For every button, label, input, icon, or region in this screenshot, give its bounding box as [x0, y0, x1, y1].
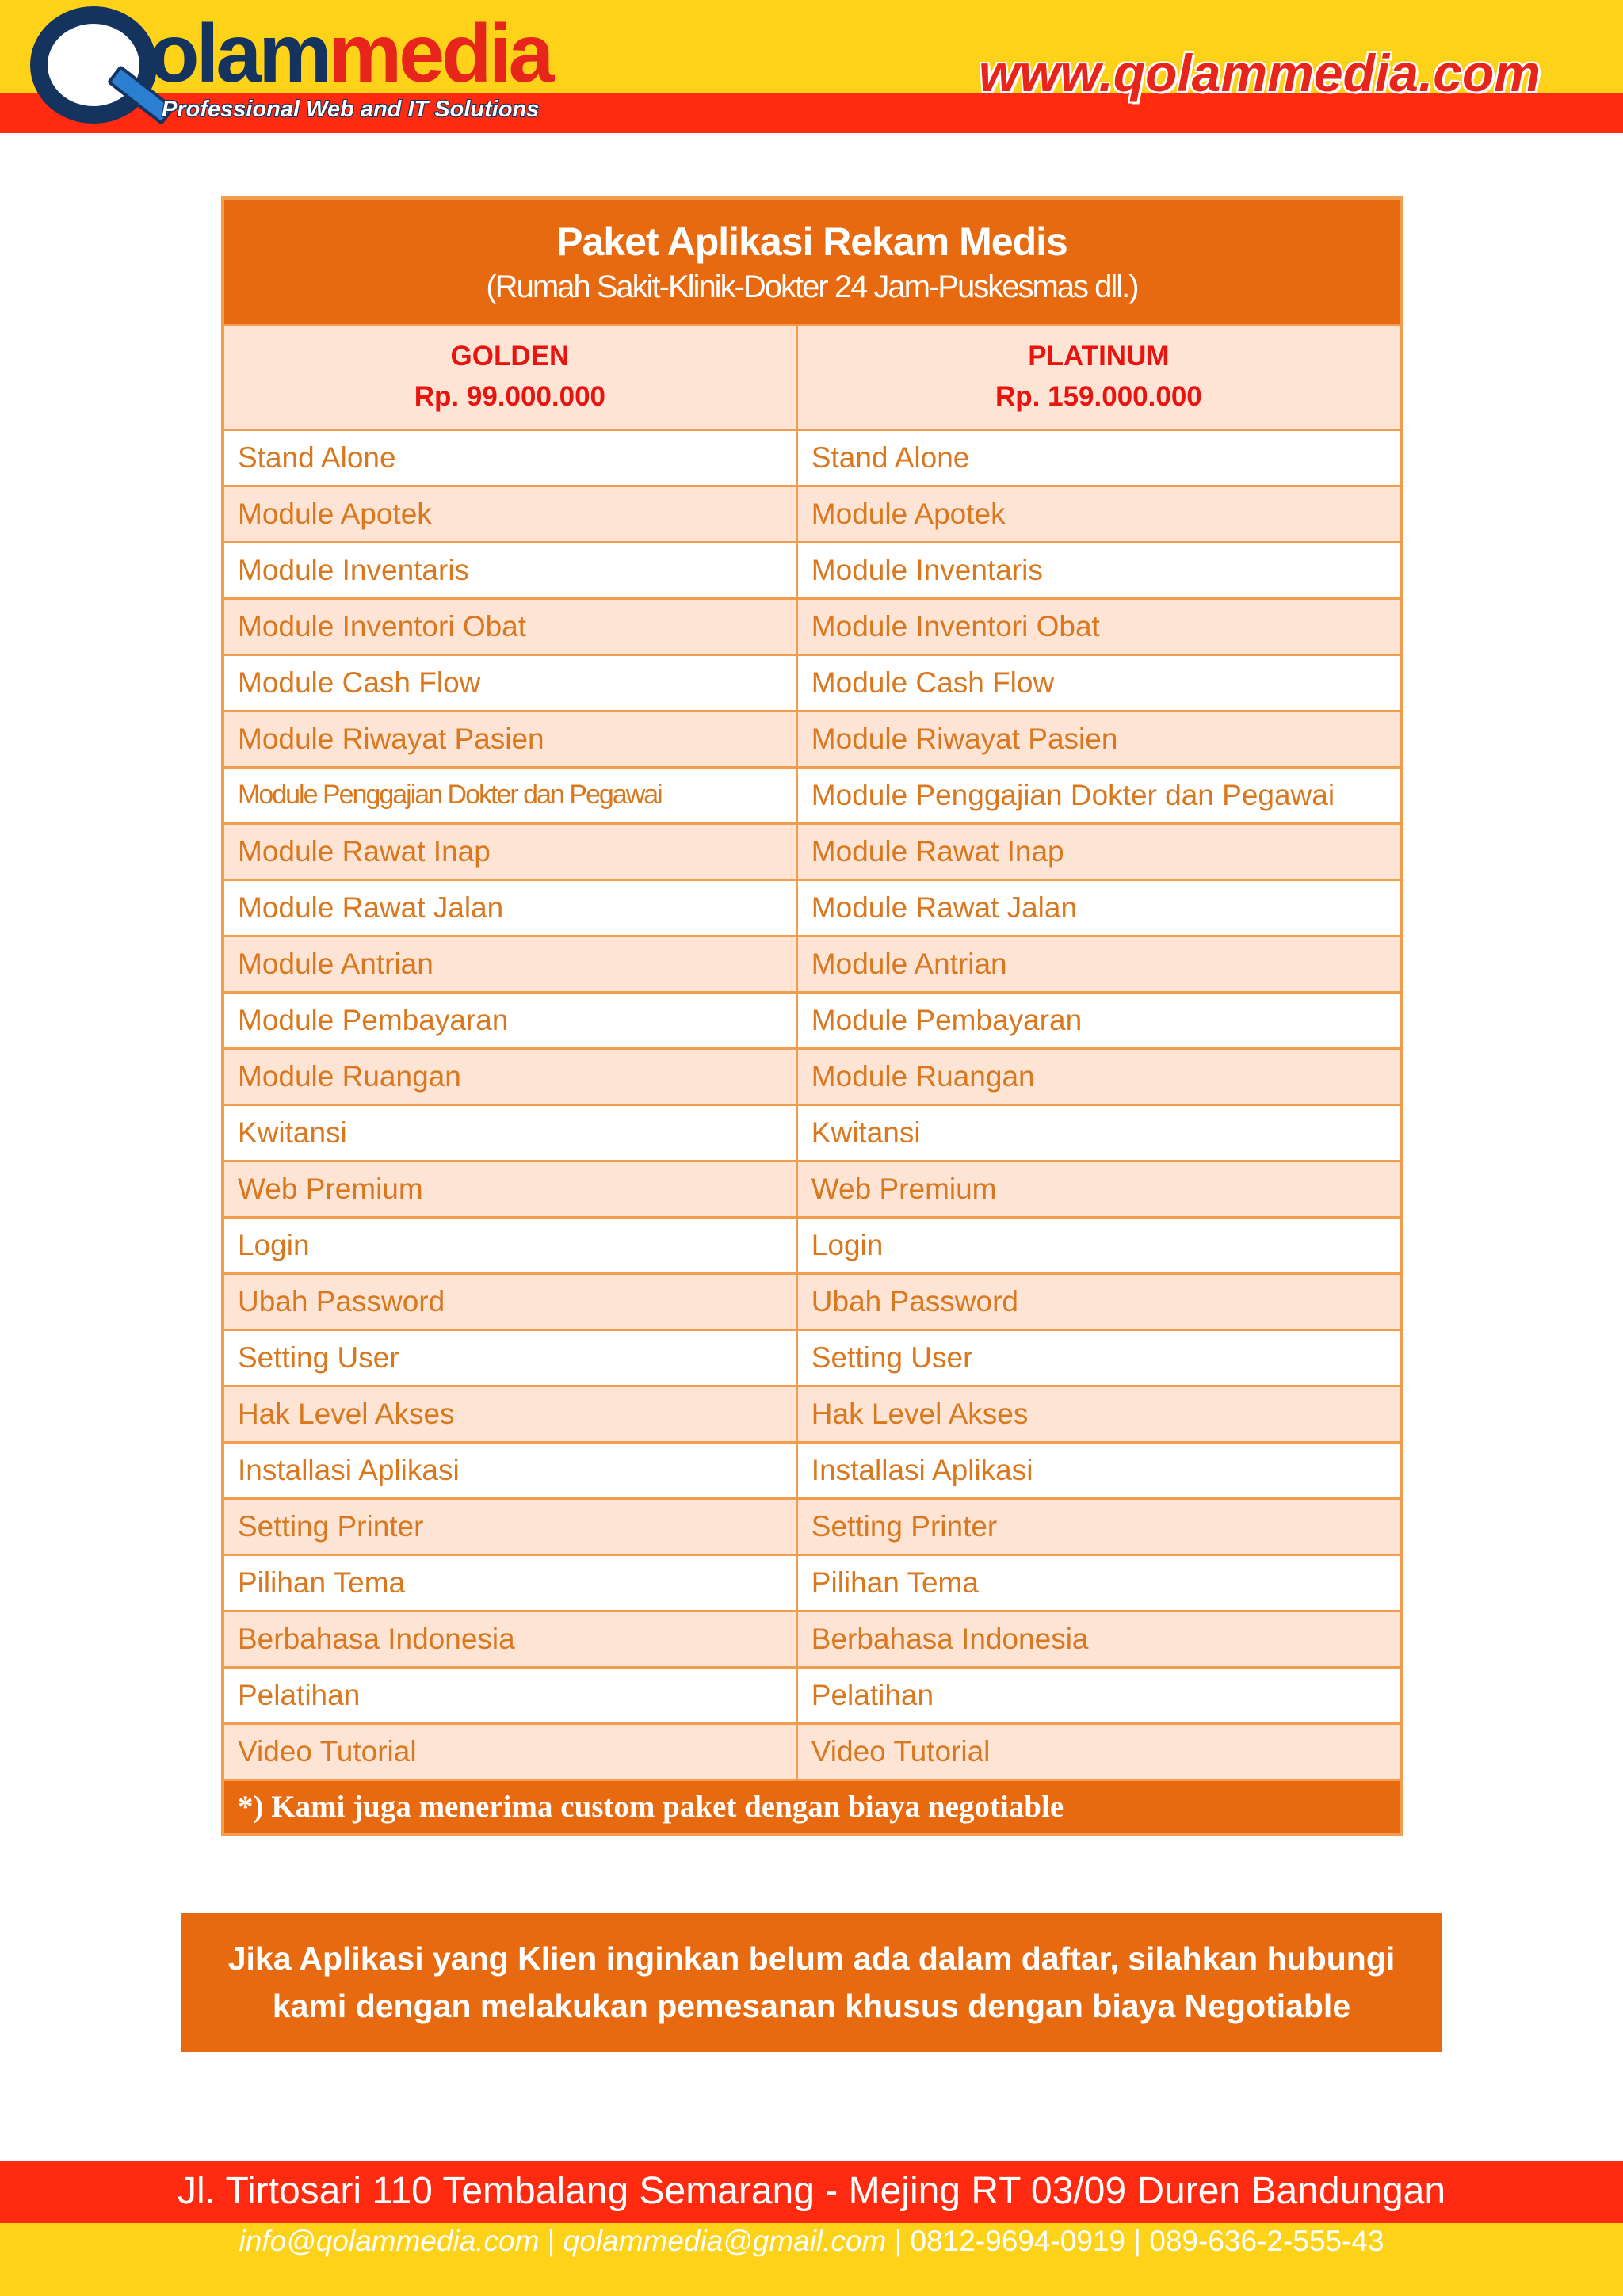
golden-feature: Pelatihan — [223, 1667, 796, 1723]
golden-feature: Pilihan Tema — [223, 1554, 796, 1611]
footer-email-info[interactable]: info@qolammedia.com — [239, 2225, 540, 2257]
table-row — [223, 1386, 1401, 1442]
table-row — [223, 1554, 1401, 1611]
table-row — [223, 936, 1401, 992]
footer-address: Jl. Tirtosari 110 Tembalang Semarang - Mejing RT 03/09 Duren Bandungan — [177, 2170, 1446, 2212]
golden-feature: Kwitansi — [223, 1104, 796, 1161]
table-title: Paket Aplikasi Rekam Medis — [556, 219, 1067, 264]
golden-feature: Module Inventori Obat — [223, 598, 796, 654]
table-row — [223, 1104, 1401, 1161]
footer-phone-1: 0812-9694-0919 — [910, 2225, 1126, 2257]
footer-contact-line — [0, 2225, 1623, 2258]
golden-feature: Login — [223, 1217, 796, 1273]
logo-media: media — [328, 8, 552, 100]
footer-separator: | — [539, 2225, 563, 2257]
table-row — [223, 1667, 1401, 1723]
golden-feature: Setting User — [223, 1329, 796, 1386]
plan-platinum-name: PLATINUM — [1028, 341, 1170, 372]
golden-feature: Module Antrian — [223, 936, 796, 992]
logo-wordmark — [149, 8, 552, 100]
table-row — [223, 542, 1401, 598]
golden-feature: Web Premium — [223, 1161, 796, 1217]
platinum-feature: Module Ruangan — [796, 1048, 1401, 1104]
platinum-feature: Login — [796, 1217, 1401, 1273]
logo-olam: olam — [149, 8, 329, 100]
table-row — [223, 711, 1401, 767]
golden-feature: Module Ruangan — [223, 1048, 796, 1104]
platinum-feature: Installasi Aplikasi — [796, 1442, 1401, 1498]
golden-feature: Module Penggajian Dokter dan Pegawai — [223, 767, 796, 823]
golden-feature: Hak Level Akses — [223, 1386, 796, 1442]
table-row — [223, 654, 1401, 711]
logo-tagline: Professional Web and IT Solutions — [162, 97, 540, 122]
table-row — [223, 992, 1401, 1048]
golden-feature: Ubah Password — [223, 1273, 796, 1329]
platinum-feature: Module Pembayaran — [796, 992, 1401, 1048]
table-row — [223, 486, 1401, 542]
table-title-cell — [223, 198, 1401, 325]
platinum-feature: Module Antrian — [796, 936, 1401, 992]
package-table — [221, 196, 1403, 1836]
golden-feature: Module Rawat Jalan — [223, 879, 796, 936]
platinum-feature: Stand Alone — [796, 429, 1401, 486]
table-row — [223, 1611, 1401, 1667]
website-url: www.qolammedia.com — [978, 44, 1541, 102]
golden-feature: Video Tutorial — [223, 1723, 796, 1779]
platinum-feature: Module Inventaris — [796, 542, 1401, 598]
platinum-feature: Kwitansi — [796, 1104, 1401, 1161]
platinum-feature: Pelatihan — [796, 1667, 1401, 1723]
table-row — [223, 1442, 1401, 1498]
table-row — [223, 598, 1401, 654]
platinum-feature: Module Inventori Obat — [796, 598, 1401, 654]
golden-feature: Module Rawat Inap — [223, 823, 796, 879]
table-row — [223, 823, 1401, 879]
platinum-feature: Module Penggajian Dokter dan Pegawai — [796, 767, 1401, 823]
footer-separator: | — [1125, 2225, 1150, 2257]
plan-platinum-cell — [796, 325, 1401, 429]
plan-platinum-price: Rp. 159.000.000 — [995, 381, 1202, 412]
footer-separator: | — [886, 2225, 911, 2257]
platinum-feature: Module Apotek — [796, 486, 1401, 542]
table-row — [223, 1329, 1401, 1386]
table-row — [223, 1273, 1401, 1329]
platinum-feature: Pilihan Tema — [796, 1554, 1401, 1611]
table-row — [223, 879, 1401, 936]
platinum-feature: Web Premium — [796, 1161, 1401, 1217]
custom-package-note: *) Kami juga menerima custom paket dengan biaya negotiable — [223, 1779, 1401, 1835]
notice-line-2: kami dengan melakukan pemesanan khusus dengan biaya Negotiable — [272, 1988, 1351, 2024]
notice-line-1: Jika Aplikasi yang Klien inginkan belum ada dalam daftar, silahkan hubungi — [227, 1940, 1396, 1977]
platinum-feature: Module Rawat Jalan — [796, 879, 1401, 936]
platinum-feature: Berbahasa Indonesia — [796, 1611, 1401, 1667]
platinum-feature: Module Cash Flow — [796, 654, 1401, 711]
golden-feature: Module Pembayaran — [223, 992, 796, 1048]
footer-banner — [0, 2161, 1623, 2296]
footer-email-gmail[interactable]: qolammedia@gmail.com — [563, 2225, 887, 2257]
table-row — [223, 767, 1401, 823]
golden-feature: Setting Printer — [223, 1498, 796, 1554]
platinum-feature: Video Tutorial — [796, 1723, 1401, 1779]
plan-golden-price: Rp. 99.000.000 — [414, 381, 606, 412]
table-row — [223, 1723, 1401, 1779]
golden-feature: Stand Alone — [223, 429, 796, 486]
table-row — [223, 1161, 1401, 1217]
golden-feature: Module Cash Flow — [223, 654, 796, 711]
table-row — [223, 1498, 1401, 1554]
table-row — [223, 1217, 1401, 1273]
header-banner — [0, 0, 1623, 133]
table-row — [223, 1048, 1401, 1104]
plan-golden-cell — [223, 325, 796, 429]
plan-golden-name: GOLDEN — [450, 341, 570, 372]
table-row — [223, 429, 1401, 486]
platinum-feature: Module Riwayat Pasien — [796, 711, 1401, 767]
custom-order-notice — [181, 1913, 1442, 2052]
platinum-feature: Module Rawat Inap — [796, 823, 1401, 879]
platinum-feature: Ubah Password — [796, 1273, 1401, 1329]
golden-feature: Berbahasa Indonesia — [223, 1611, 796, 1667]
footer-phone-2: 089-636-2-555-43 — [1149, 2225, 1384, 2257]
golden-feature: Module Riwayat Pasien — [223, 711, 796, 767]
platinum-feature: Setting Printer — [796, 1498, 1401, 1554]
table-subtitle: (Rumah Sakit-Klinik-Dokter 24 Jam-Puskesmas dll.) — [486, 269, 1138, 304]
golden-feature: Installasi Aplikasi — [223, 1442, 796, 1498]
golden-feature: Module Apotek — [223, 486, 796, 542]
golden-feature: Module Inventaris — [223, 542, 796, 598]
platinum-feature: Hak Level Akses — [796, 1386, 1401, 1442]
qolammedia-logo — [30, 6, 553, 125]
platinum-feature: Setting User — [796, 1329, 1401, 1386]
